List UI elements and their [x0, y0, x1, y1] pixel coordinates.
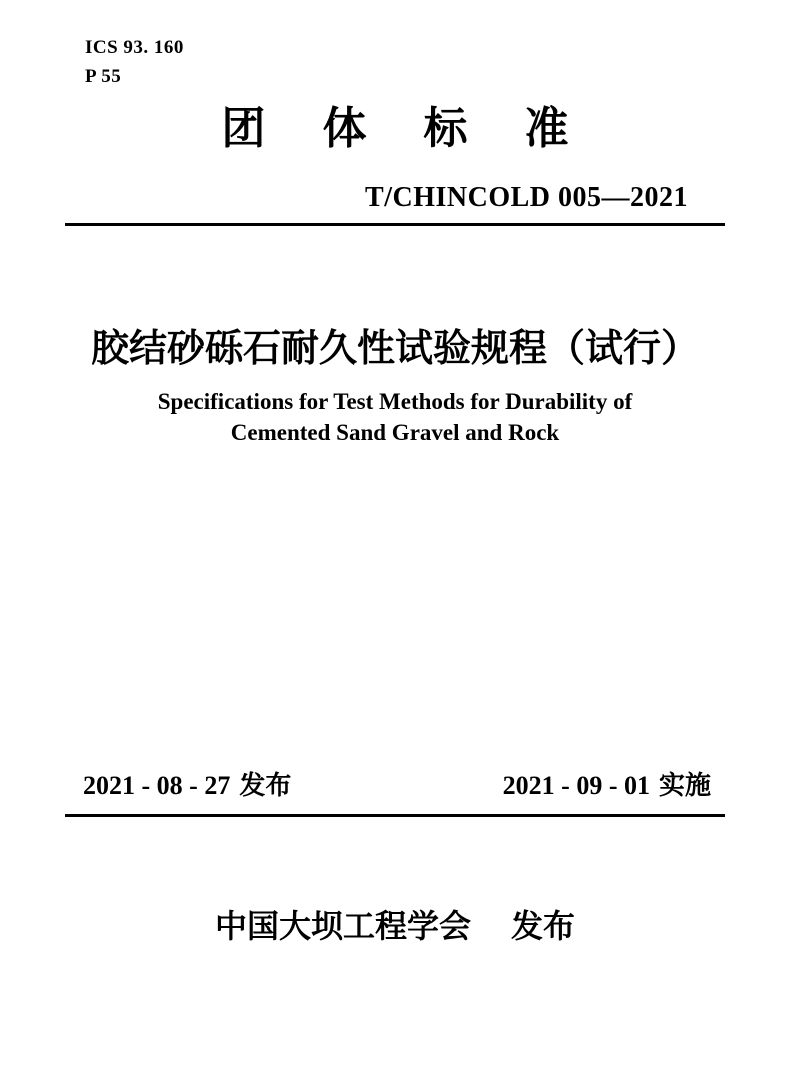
standard-code: T/CHINCOLD 005—2021 — [365, 182, 688, 213]
implementation-date: 2021 - 09 - 01 — [502, 771, 650, 800]
dates-row — [65, 770, 725, 801]
publisher-action: 发布 — [511, 908, 576, 944]
issue-date-group — [83, 770, 291, 801]
ics-code: ICS 93. 160 — [85, 37, 184, 58]
implementation-date-group — [503, 770, 711, 801]
issue-date: 2021 - 08 - 27 — [83, 771, 231, 800]
doc-class-code: P 55 — [85, 66, 122, 87]
document-title-zh: 胶结砂砾石耐久性试验规程（试行） — [90, 328, 699, 370]
document-title-en-line1: Specifications for Test Methods for Durability of — [157, 389, 633, 414]
standard-type-title: 团体标准 — [221, 104, 626, 153]
document-title-en-line2: Cemented Sand Gravel and Rock — [230, 420, 560, 445]
publisher-name: 中国大坝工程学会 — [214, 908, 471, 944]
implementation-label: 实施 — [658, 770, 711, 800]
document-title-en — [65, 386, 725, 448]
header-rule — [65, 223, 725, 226]
classification-codes — [85, 33, 184, 91]
issue-label: 发布 — [239, 770, 292, 800]
publisher-row — [65, 901, 725, 947]
footer-rule — [65, 814, 725, 817]
